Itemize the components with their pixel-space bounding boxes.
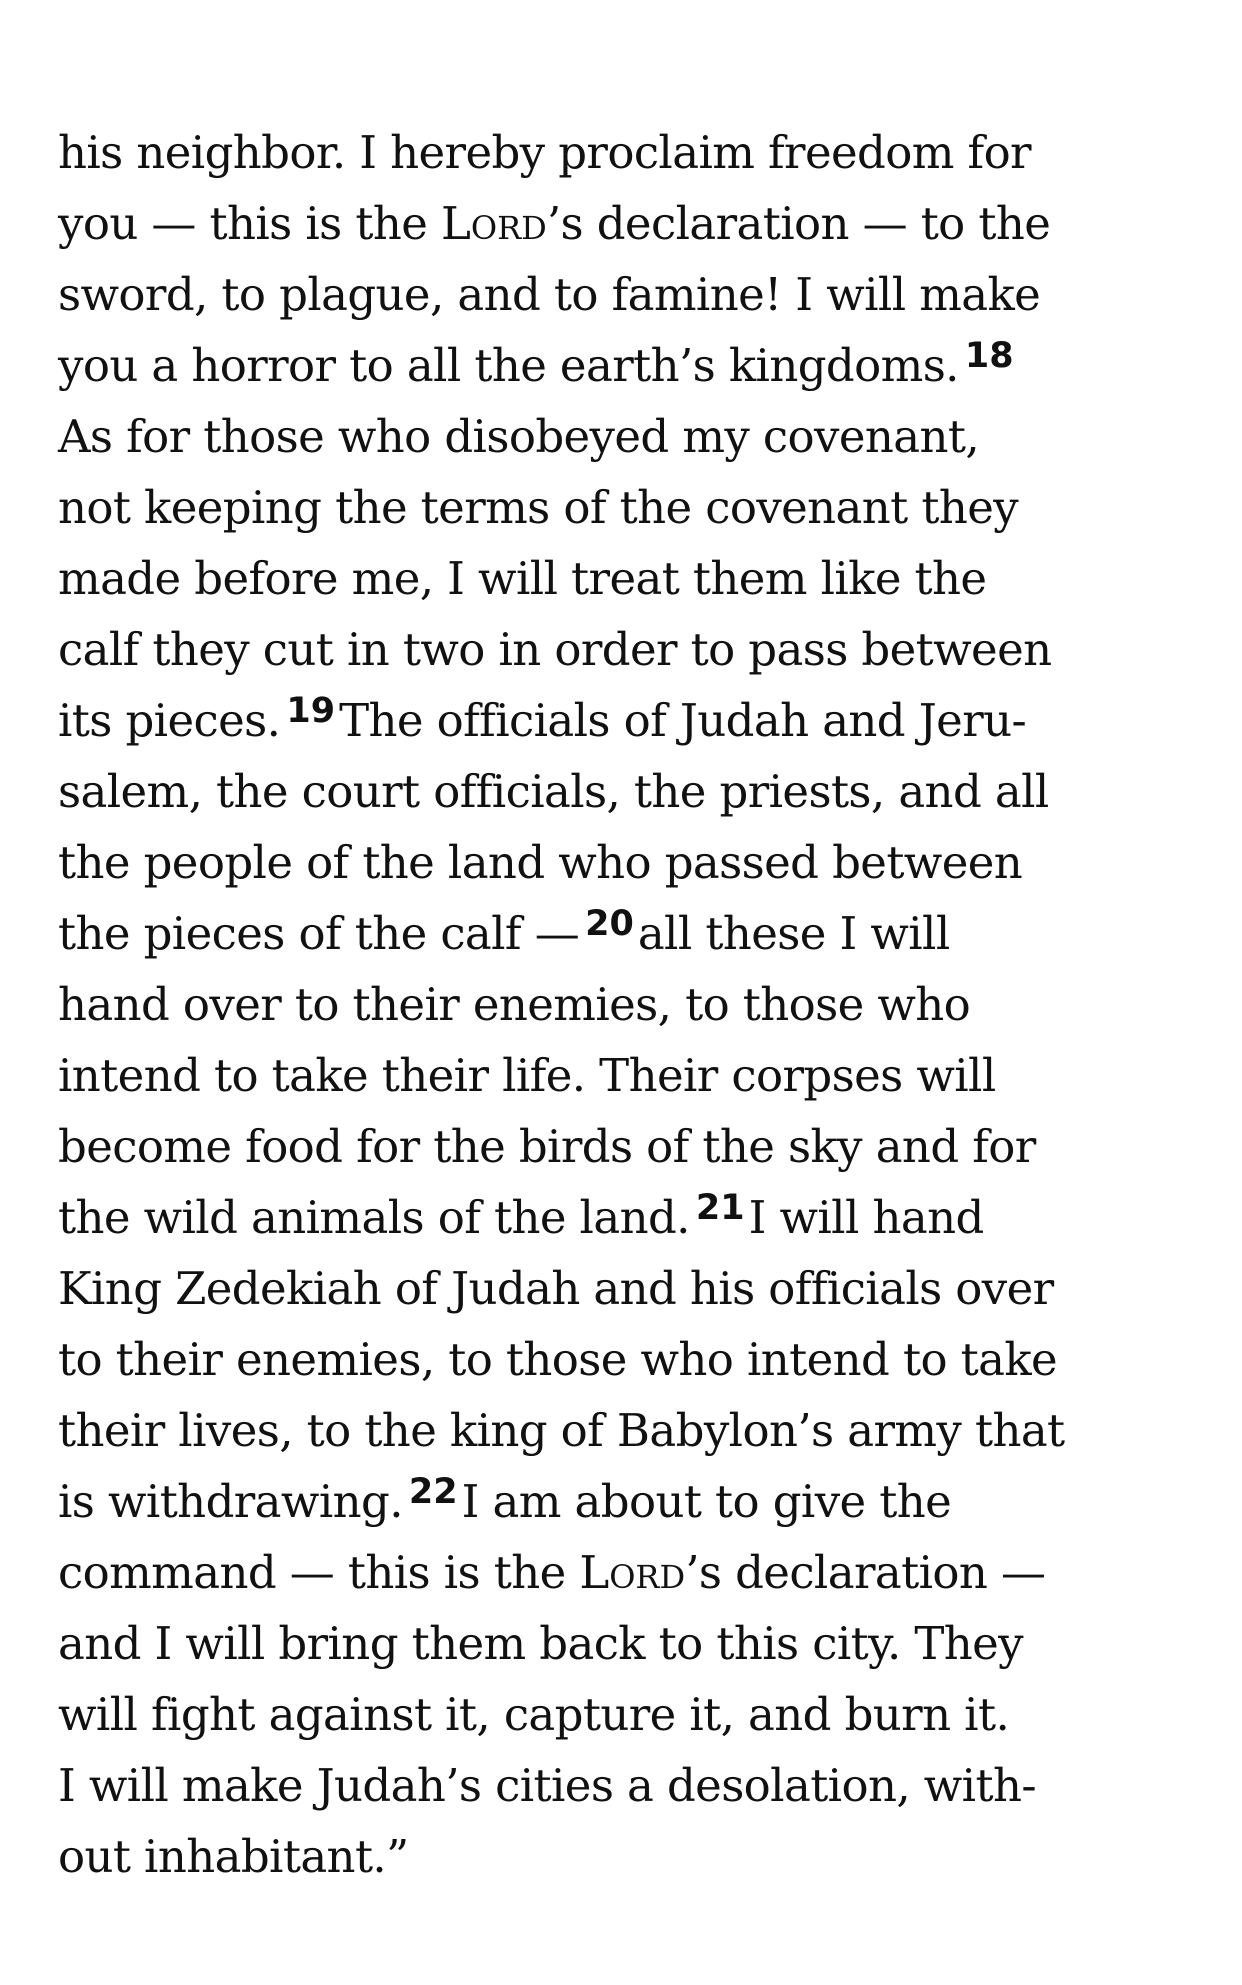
text-line bbox=[58, 1608, 1188, 1679]
text-segment: the pieces of the calf — bbox=[58, 907, 580, 960]
text-line bbox=[58, 898, 1188, 969]
text-segment: hand over to their enemies, to those who bbox=[58, 978, 971, 1031]
text-segment: become food for the birds of the sky and for bbox=[58, 1120, 1036, 1173]
text-line bbox=[58, 827, 1188, 898]
text-line bbox=[58, 1537, 1188, 1608]
divine-name-lord: Lord bbox=[579, 1546, 686, 1599]
text-line bbox=[58, 1395, 1188, 1466]
text-segment: made before me, I will treat them like the bbox=[58, 552, 987, 605]
text-line bbox=[58, 1750, 1188, 1821]
text-line bbox=[58, 1324, 1188, 1395]
text-line bbox=[58, 969, 1188, 1040]
text-segment: you — this is the bbox=[58, 197, 441, 250]
text-segment: As for those who disobeyed my covenant, bbox=[58, 410, 980, 463]
verse-number-18[interactable]: 18 bbox=[964, 336, 1014, 376]
text-line bbox=[58, 1040, 1188, 1111]
verse-number-19[interactable]: 19 bbox=[286, 691, 336, 731]
text-segment: is withdrawing. bbox=[58, 1475, 403, 1528]
text-line bbox=[58, 1821, 1188, 1892]
text-segment: ’s declaration — bbox=[685, 1546, 1046, 1599]
text-line bbox=[58, 685, 1188, 756]
text-line bbox=[58, 1679, 1188, 1750]
text-line bbox=[58, 543, 1188, 614]
text-segment: King Zedekiah of Judah and his officials over bbox=[58, 1262, 1054, 1315]
text-segment: calf they cut in two in order to pass between bbox=[58, 623, 1052, 676]
text-segment: its pieces. bbox=[58, 694, 281, 747]
text-segment: The officials of Judah and Jeru- bbox=[339, 694, 1027, 747]
text-line bbox=[58, 330, 1188, 401]
text-segment: command — this is the bbox=[58, 1546, 580, 1599]
verse-number-21[interactable]: 21 bbox=[695, 1188, 745, 1228]
text-segment: salem, the court officials, the priests, and all bbox=[58, 765, 1049, 818]
verse-number-22[interactable]: 22 bbox=[408, 1472, 458, 1512]
text-segment: I am about to give the bbox=[461, 1475, 952, 1528]
text-segment: the wild animals of the land. bbox=[58, 1191, 690, 1244]
text-segment: the people of the land who passed between bbox=[58, 836, 1023, 889]
text-line bbox=[58, 1182, 1188, 1253]
text-line bbox=[58, 117, 1188, 188]
text-segment: their lives, to the king of Babylon’s army that bbox=[58, 1404, 1065, 1457]
text-segment: his neighbor. I hereby proclaim freedom for bbox=[58, 126, 1031, 179]
text-line bbox=[58, 1466, 1188, 1537]
text-line bbox=[58, 472, 1188, 543]
text-segment: and I will bring them back to this city. They bbox=[58, 1617, 1023, 1670]
text-segment: I will hand bbox=[748, 1191, 984, 1244]
text-segment: you a horror to all the earth’s kingdoms. bbox=[58, 339, 959, 392]
text-segment: out inhabitant.” bbox=[58, 1830, 409, 1883]
text-segment: will fight against it, capture it, and burn it. bbox=[58, 1688, 1010, 1741]
text-line bbox=[58, 188, 1188, 259]
text-segment: ’s declaration — to the bbox=[546, 197, 1051, 250]
text-segment: intend to take their life. Their corpses will bbox=[58, 1049, 996, 1102]
text-segment: all these I will bbox=[637, 907, 950, 960]
text-line bbox=[58, 401, 1188, 472]
scripture-passage bbox=[58, 117, 1188, 1892]
verse-number-20[interactable]: 20 bbox=[585, 904, 634, 944]
text-line bbox=[58, 259, 1188, 330]
divine-name-lord: Lord bbox=[440, 197, 547, 250]
text-line bbox=[58, 1253, 1188, 1324]
text-segment: sword, to plague, and to famine! I will make bbox=[58, 268, 1041, 321]
text-segment: not keeping the terms of the covenant they bbox=[58, 481, 1019, 534]
text-segment: I will make Judah’s cities a desolation, with- bbox=[58, 1759, 1036, 1812]
text-line bbox=[58, 614, 1188, 685]
text-line bbox=[58, 756, 1188, 827]
text-line bbox=[58, 1111, 1188, 1182]
text-segment: to their enemies, to those who intend to take bbox=[58, 1333, 1058, 1386]
